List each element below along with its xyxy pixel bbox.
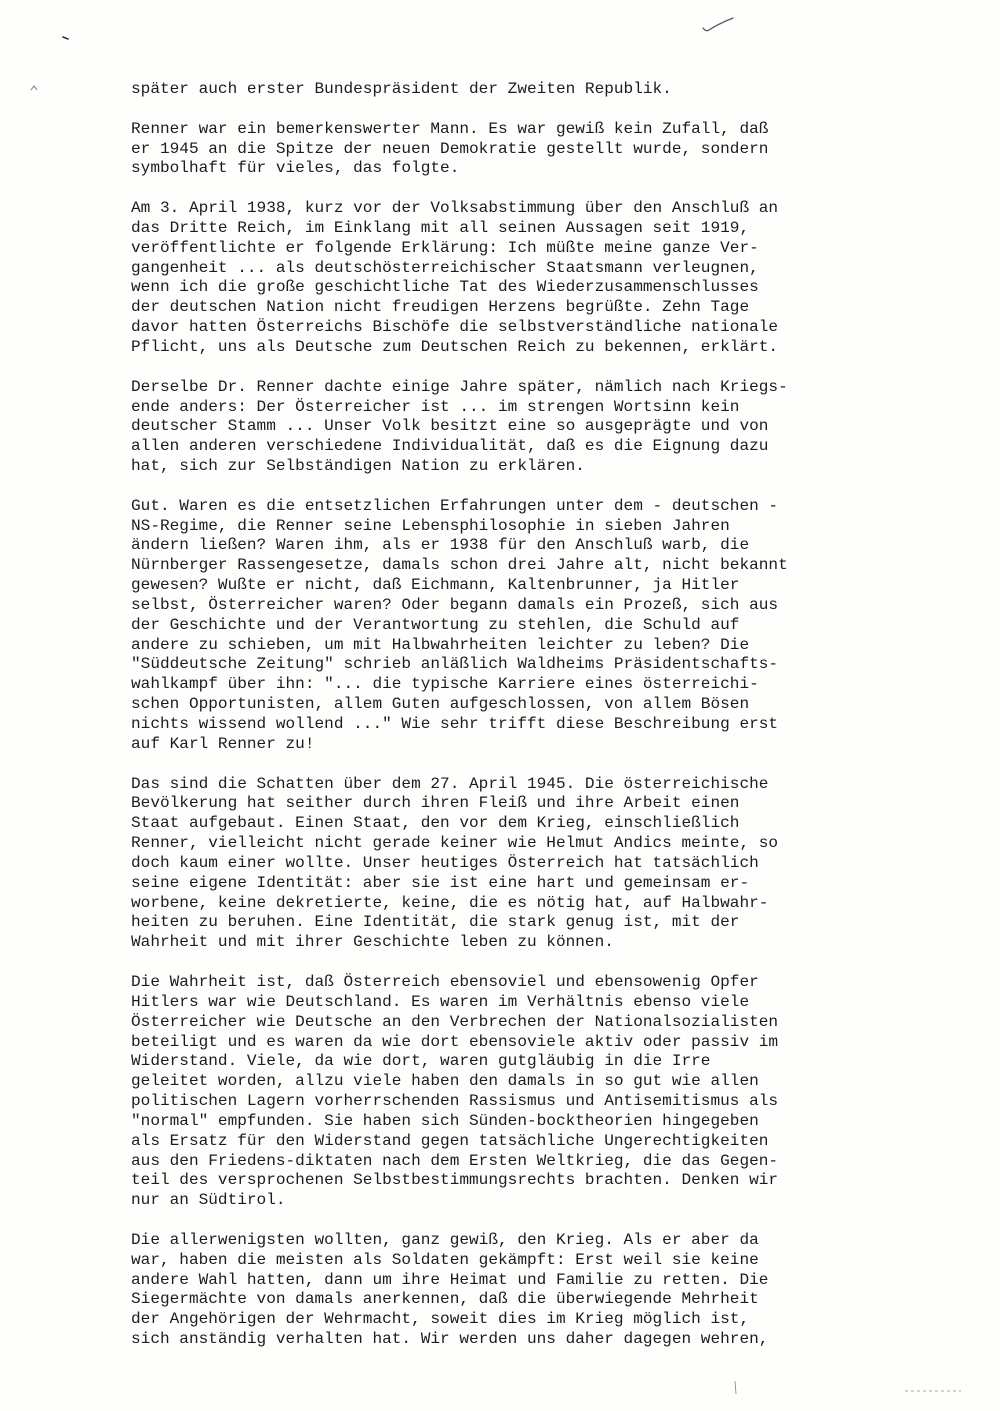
text-line: deutscher Stamm ... Unser Volk besitzt eine so ausgeprägte und von [131,417,769,436]
text-line: sich anständig verhalten hat. Wir werden uns daher dagegen wehren, [131,1330,769,1349]
text-line: gangenheit ... als deutschösterreichischer Staatsmann verleugnen, [131,258,759,277]
text-line: Gut. Waren es die entsetzlichen Erfahrungen unter dem - deutschen - [131,496,779,515]
text-line: "normal" empfunden. Sie haben sich Sünden-bocktheorien hingegeben [131,1111,759,1130]
text-line: heiten zu beruhen. Eine Identität, die stark genug ist, mit der [131,913,740,932]
text-line: der Geschichte und der Verantwortung zu stehlen, die Schuld auf [131,615,740,634]
text-line: Das sind die Schatten über dem 27. April 1945. Die österreichische [131,774,769,793]
text-line: der deutschen Nation nicht freudigen Herzens begrüßte. Zehn Tage [131,298,750,317]
text-line: der Angehörigen der Wehrmacht, soweit dies im Krieg möglich ist, [131,1310,750,1329]
text-line: das Dritte Reich, im Einklang mit all seinen Aussagen seit 1919, [131,218,750,237]
text-line: Renner war ein bemerkenswerter Mann. Es war gewiß kein Zufall, daß [131,119,769,138]
text-line: Renner, vielleicht nicht gerade keiner wie Helmut Andics meinte, so [131,834,779,853]
paragraph-1 [131,80,821,100]
text-line: Die Wahrheit ist, daß Österreich ebensoviel und ebensowenig Opfer [131,972,759,991]
text-line: auf Karl Renner zu! [131,734,315,753]
text-line: Pflicht, uns als Deutsche zum Deutschen Reich zu bekennen, erklärt. [131,337,779,356]
text-line: als Ersatz für den Widerstand gegen tatsächliche Ungerechtigkeiten [131,1131,769,1150]
text-line: war, haben die meisten als Soldaten gekämpft: Erst weil sie keine [131,1250,759,1269]
text-line: Siegermächte von damals anerkennen, daß die überwiegende Mehrheit [131,1290,759,1309]
text-line: ändern ließen? Waren ihm, als er 1938 für den Anschluß warb, die [131,536,750,555]
text-line: nur an Südtirol. [131,1191,286,1210]
text-line: Nürnberger Rassengesetze, damals schon drei Jahre alt, nicht bekannt [131,556,788,575]
text-line: Österreicher wie Deutsche an den Verbrechen der Nationalsozialisten [131,1012,779,1031]
text-line: wahlkampf über ihn: "... die typische Karriere eines österreichi- [131,675,759,694]
text-line: andere Wahl hatten, dann um ihre Heimat und Familie zu retten. Die [131,1270,769,1289]
text-line: Am 3. April 1938, kurz vor der Volksabstimmung über den Anschluß an [131,199,779,218]
typed-text-body [131,80,821,1370]
text-line: beteiligt und es waren da wie dort ebensoviele aktiv oder passiv im [131,1032,779,1051]
text-line: Die allerwenigsten wollten, ganz gewiß, den Krieg. Als er aber da [131,1230,759,1249]
text-line: ende anders: Der Österreicher ist ... im strengen Wortsinn kein [131,397,740,416]
text-line: Bevölkerung hat seither durch ihren Fleiß und ihre Arbeit einen [131,794,740,813]
text-line: Staat aufgebaut. Einen Staat, den vor dem Krieg, einschließlich [131,814,740,833]
text-line: Derselbe Dr. Renner dachte einige Jahre später, nämlich nach Kriegs- [131,377,788,396]
paragraph-6 [131,775,821,954]
bottom-edge-mark [730,1380,742,1396]
text-line: davor hatten Österreichs Bischöfe die selbstverständliche nationale [131,318,779,337]
text-line: gewesen? Wußte er nicht, daß Eichmann, Kaltenbrunner, ja Hitler [131,576,740,595]
pencil-check-mark [700,14,736,36]
margin-caret-mark [30,84,38,92]
text-line: geleitet worden, allzu viele haben den damals in so gut wie allen [131,1072,759,1091]
text-line: NS-Regime, die Renner seine Lebensphilosophie in sieben Jahren [131,516,730,535]
text-line: Widerstand. Viele, da wie dort, waren gutgläubig in die Irre [131,1052,711,1071]
text-line: symbolhaft für vieles, das folgte. [131,159,460,178]
bottom-dashed-mark [905,1388,965,1394]
margin-dot-mark [62,34,72,42]
paragraph-7 [131,973,821,1211]
text-line: "Süddeutsche Zeitung" schrieb anläßlich Waldheims Präsidentschafts- [131,655,779,674]
text-line: schen Opportunisten, allem Guten aufgeschlossen, von allem Bösen [131,695,750,714]
paragraph-5 [131,497,821,755]
text-line: hat, sich zur Selbständigen Nation zu erklären. [131,457,585,476]
text-line: Hitlers war wie Deutschland. Es waren im Verhältnis ebenso viele [131,992,750,1011]
text-line: politischen Lagern vorherrschenden Rassismus und Antisemitismus als [131,1092,779,1111]
text-line: er 1945 an die Spitze der neuen Demokratie gestellt wurde, sondern [131,139,769,158]
paragraph-3 [131,199,821,358]
text-line: selbst, Österreicher waren? Oder begann damals ein Prozeß, sich aus [131,595,779,614]
text-line: veröffentlichte er folgende Erklärung: Ich müßte meine ganze Ver- [131,238,759,257]
text-line: andere zu schieben, um mit Halbwahrheiten leichter zu leben? Die [131,635,750,654]
text-line: seine eigene Identität: aber sie ist eine hart und gemeinsam er- [131,873,750,892]
text-line: wenn ich die große geschichtliche Tat des Wiederzusammenschlusses [131,278,759,297]
text-line: worbene, keine dekretierte, keine, die es nötig hat, auf Halbwahr- [131,893,769,912]
text-line: aus den Friedens-diktaten nach dem Ersten Weltkrieg, die das Gegen- [131,1151,779,1170]
paragraph-8 [131,1231,821,1350]
text-line: Wahrheit und mit ihrer Geschichte leben zu können. [131,933,614,952]
text-line: nichts wissend wollend ..." Wie sehr trifft diese Beschreibung erst [131,715,779,733]
text-line: doch kaum einer wollte. Unser heutiges Österreich hat tatsächlich [131,853,759,872]
text-line: allen anderen verschiedene Individualität, daß es die Eignung dazu [131,437,769,456]
paragraph-4 [131,378,821,477]
text-line: später auch erster Bundespräsident der Zweiten Republik. [131,80,672,98]
text-line: teil des versprochenen Selbstbestimmungsrechts brachten. Denken wir [131,1171,779,1190]
paragraph-2 [131,120,821,180]
